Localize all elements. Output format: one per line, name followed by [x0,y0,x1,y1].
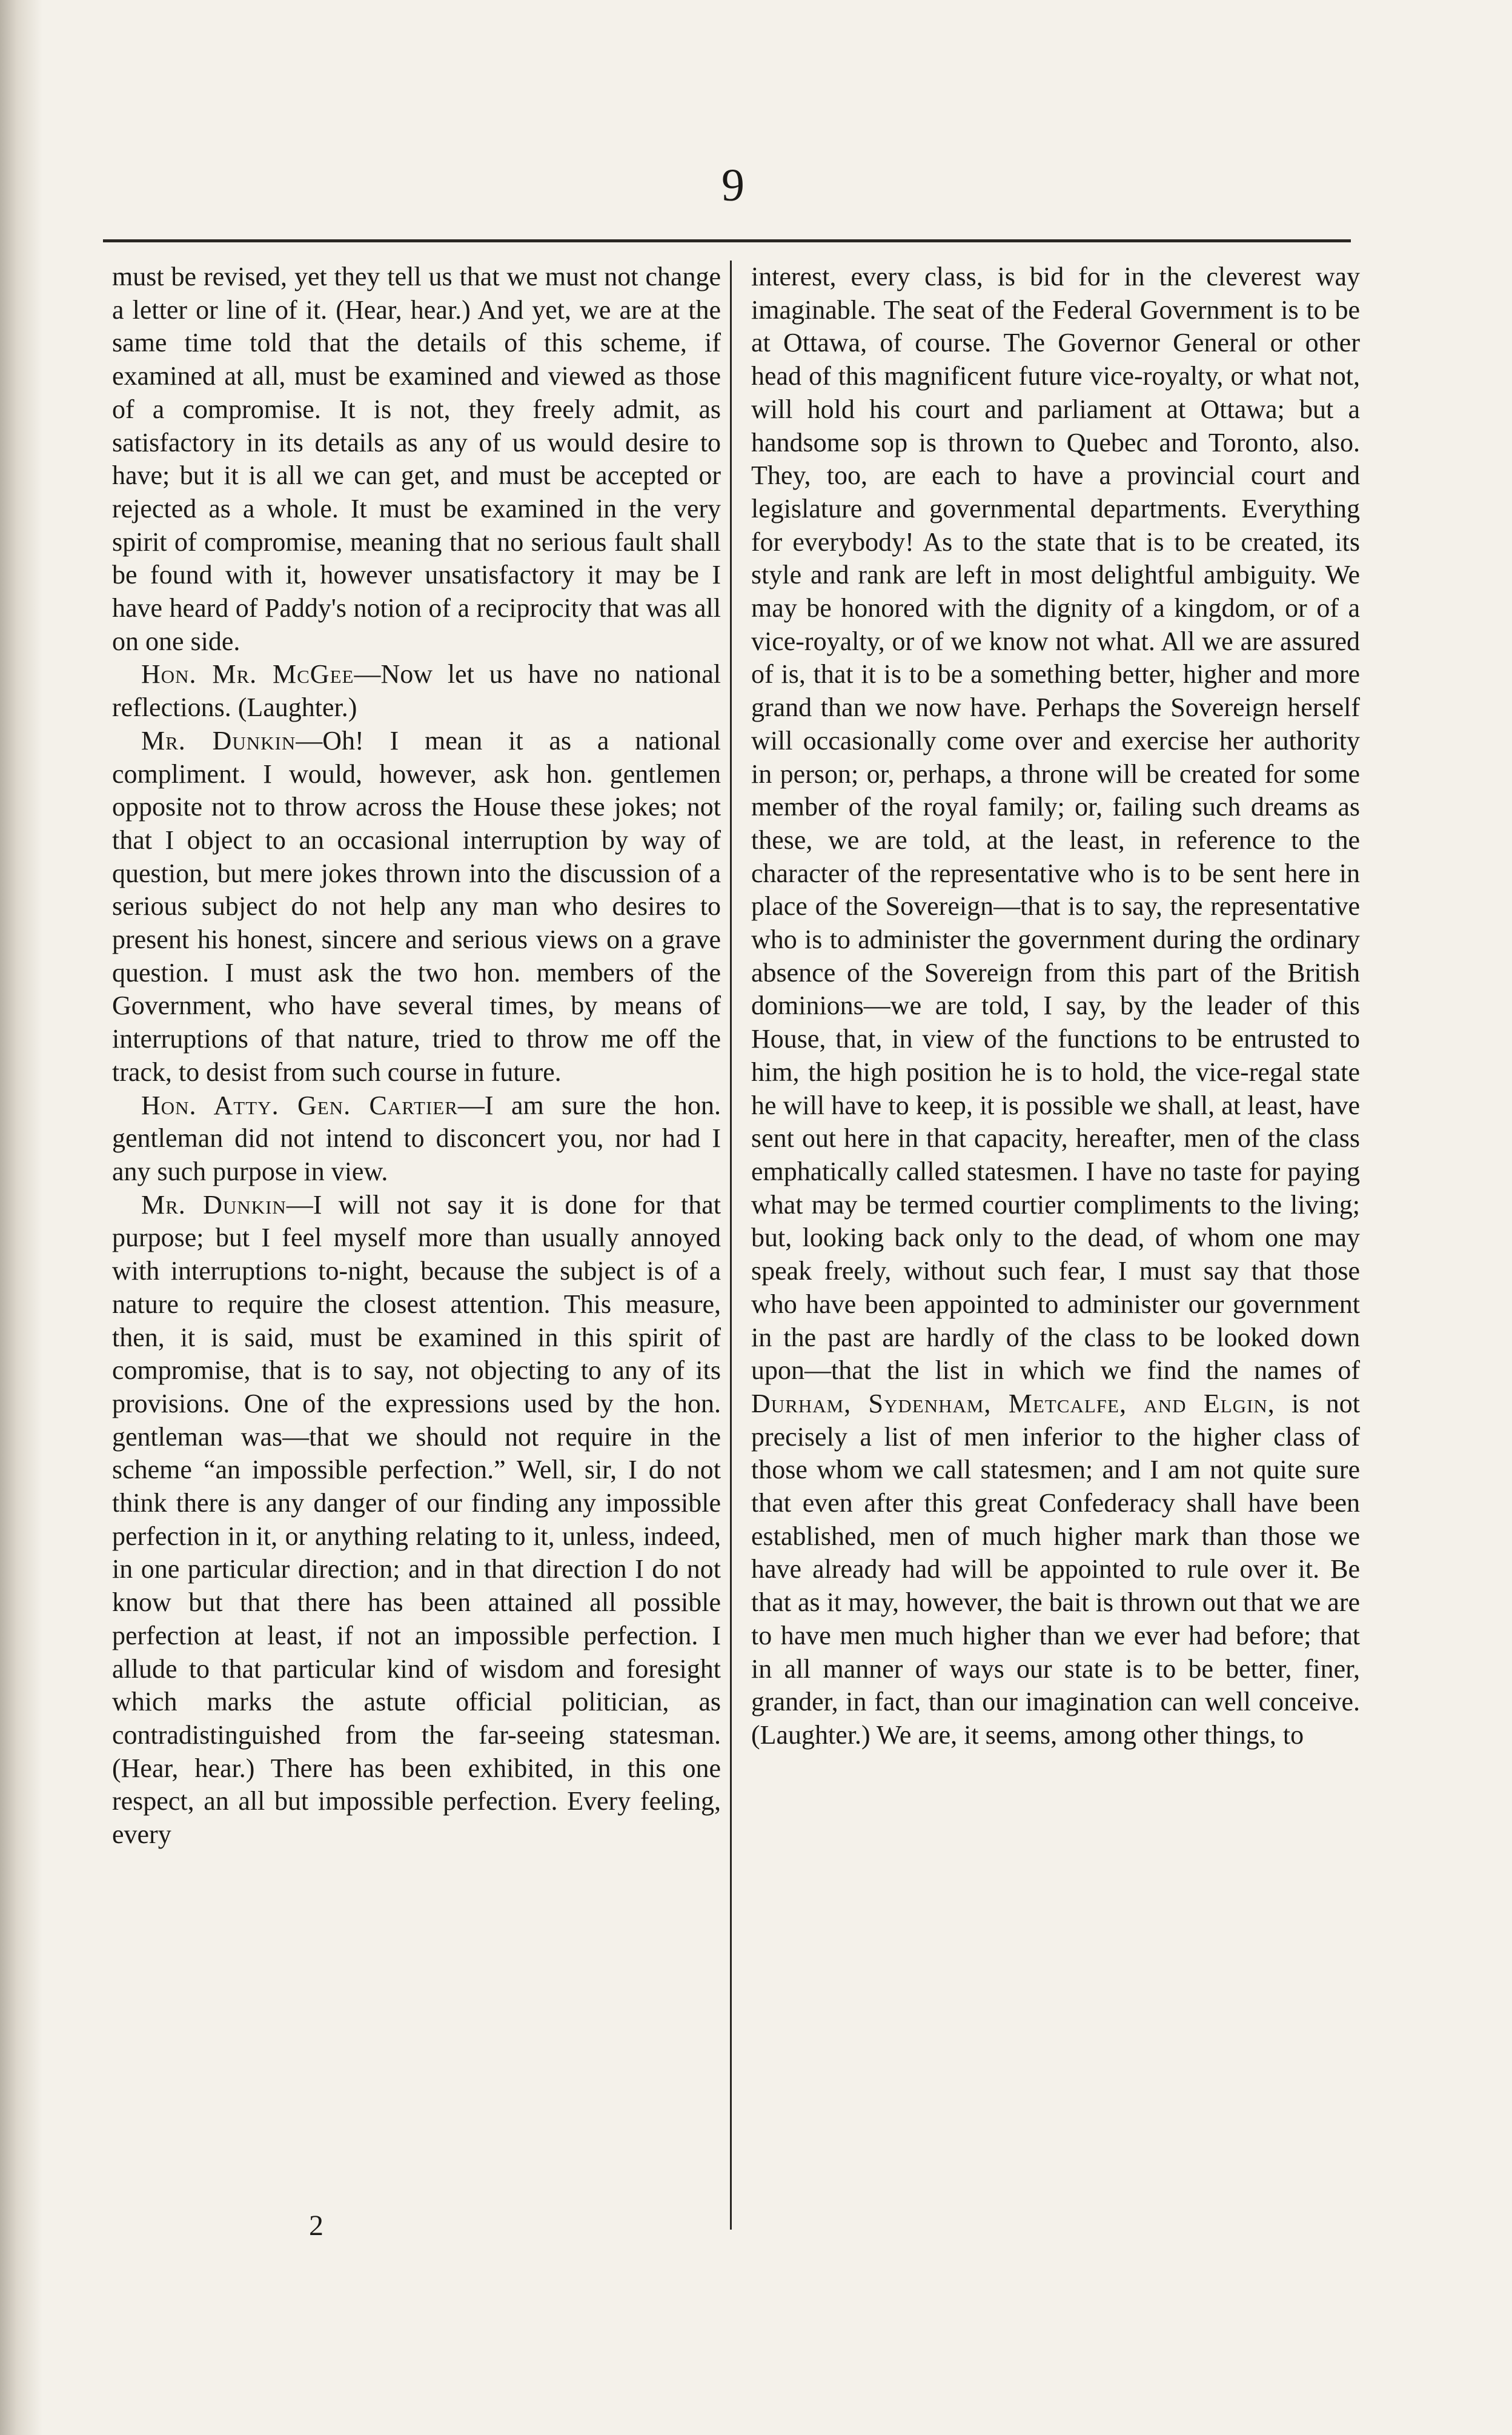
speech-text: —I am sure the hon. gentleman did not intend to disconcert you, nor had I any such purpose in view. [112,1090,721,1186]
paragraph-text: interest, every class, is bid for in the cleverest way imaginable. The seat of the Federal Government is to be at Ottawa, of course. The Governor General or other head of this magnificent future vice-royalty, or what not, will hold his court and parliament at Ottawa; but a handsome sop is thrown to Quebec and Toronto, also. They, too, are each to have a provincial court and legislature and governmental departments. Everything for everybody! As to the state that is to be created, its style and rank are left in most delightful ambiguity. We may be honored with the dignity of a kingdom, or of a vice-royalty, or of we know not what. All we are assured of is, that it is to be a something better, higher and more grand than we now have. Perhaps the Sovereign herself will occasionally come over and exercise her authority in person; or, perhaps, a throne will be created for some member of the royal family; or, failing such dreams as these, we are told, at the least, in reference to the character of the representative who is to be sent here in place of the Sovereign—that is to say, the representative who is to administer the government during the ordinary absence of the Sovereign from this part of the British dominions—we are told, I say, by the leader of this House, that, in view of the functions to be entrusted to him, the high position he is to hold, the vice-regal state he will have to keep, it is possible we shall, at least, have sent out here in that capacity, hereafter, men of the class emphatically called statesmen. I have no taste for paying what may be termed courtier compliments to the living; but, looking back only to the dead, of whom one may speak freely, without such fear, I must say that those who have been appointed to administer our government in the past are hardly of the class to be looked down upon—that the list in which we find the names of [751,262,1360,1386]
page-number: 9 [721,160,744,211]
left-column [112,261,721,1852]
paragraph [751,261,1360,1752]
governor-names: Durham, Sydenham, Metcalfe, and Elgin, [751,1388,1275,1418]
speech-paragraph [112,1089,721,1189]
speech-paragraph [112,658,721,724]
speaker-name: Hon. Atty. Gen. Cartier [141,1090,458,1120]
speaker-name: Mr. Dunkin [141,1189,287,1220]
speech-paragraph [112,1189,721,1852]
signature-mark: 2 [309,2210,323,2242]
speech-text: —Now let us have no national reflections. (Laughter.) [112,659,721,723]
column-divider [730,261,732,2230]
speech-paragraph [112,725,721,1089]
speaker-name: Mr. Dunkin [141,725,296,756]
right-column [751,261,1360,1752]
paragraph: must be revised, yet they tell us that we must not change a letter or line of it. (Hear, hear.) And yet, we are at the same time told that the details of this scheme, if examined at all, must be examined and viewed as those of a compromise. It is not, they freely admit, as satisfactory in its details as any of us would desire to have; but it is all we can get, and must be accepted or rejected as a whole. It must be examined in the very spirit of compromise, meaning that no serious fault shall be found with it, however unsatisfactory it may be I have heard of Paddy's notion of a reciprocity that was all on one side. [112,262,721,656]
speech-text: —Oh! I mean it as a national compliment. I would, however, ask hon. gentlemen opposite not to throw across the House these jokes; not that I object to an occasional interruption by way of question, but mere jokes thrown into the discussion of a serious subject do not help any man who desires to present his honest, sincere and serious views on a grave question. I must ask the two hon. members of the Government, who have several times, by means of interruptions of that nature, tried to throw me off the track, to desist from such course in future. [112,725,721,1087]
speech-text: —I will not say it is done for that purpose; but I feel myself more than usually annoyed with interruptions to-night, because the subject is of a nature to require the closest attention. This measure, then, it is said, must be examined in this spirit of compromise, that is to say, not objecting to any of its provisions. One of the expressions used by the hon. gentleman was—that we should not require in the scheme “an impossible perfection.” Well, sir, I do not think there is any danger of our finding any impossible perfection in it, or anything relating to it, unless, indeed, in one particular direction; and in that direction I do not know but that there has been attained all possible perfection at least, if not an impossible perfection. I allude to that particular kind of wisdom and foresight which marks the astute official politician, as contradistinguished from the far-seeing statesman. (Hear, hear.) There has been exhibited, in this one respect, an all but impossible perfection. Every feeling, every [112,1189,721,1850]
header-rule [103,239,1351,242]
scan-edge-shadow [0,0,42,2435]
paragraph-text-end: is not precisely a list of men inferior to the higher class of those whom we call statesmen; and I am not quite sure that even after this great Confederacy shall have been established, men of much higher mark than those we have already had will be appointed to rule over it. Be that as it may, however, the bait is thrown out that we are to have men much higher than we ever had before; that in all manner of ways our state is to be better, finer, grander, in fact, than our imagination can well conceive. (Laughter.) We are, it seems, among other things, to [751,1388,1360,1750]
speaker-name: Hon. Mr. McGee [141,659,354,689]
